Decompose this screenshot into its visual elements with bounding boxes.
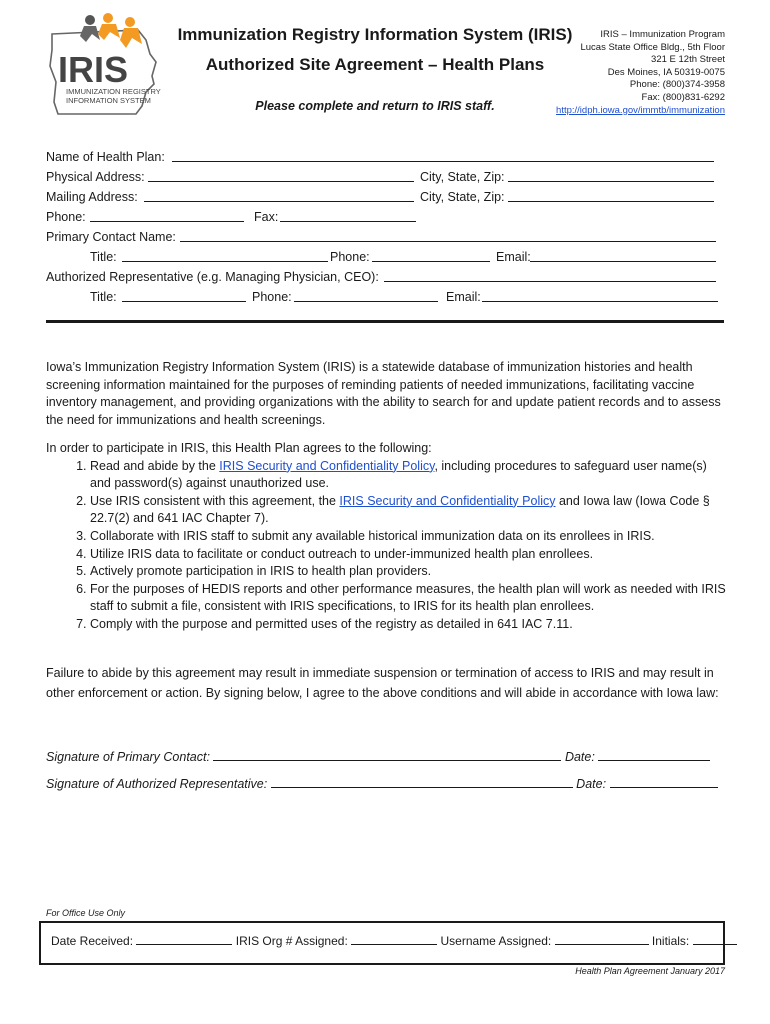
mailing-address-field[interactable] xyxy=(144,187,414,202)
authorized-signature-label: Signature of Authorized Representative: xyxy=(46,777,268,791)
org-assigned-label: IRIS Org # Assigned: xyxy=(235,934,348,948)
terms-lead-in: In order to participate in IRIS, this Health Plan agrees to the following: xyxy=(46,441,432,455)
mailing-address-label: Mailing Address: xyxy=(46,190,138,204)
primary-contact-label: Primary Contact Name: xyxy=(46,230,176,244)
authorized-signature-field[interactable] xyxy=(271,773,573,788)
form-instruction: Please complete and return to IRIS staff. xyxy=(255,99,495,113)
contact-phone: Phone: (800)374-3958 xyxy=(629,79,725,91)
health-plan-info-section xyxy=(46,147,726,307)
fax-field[interactable] xyxy=(280,207,416,222)
primary-contact-field[interactable] xyxy=(180,227,716,242)
contact-title-field[interactable] xyxy=(122,247,328,262)
contact-fax: Fax: (800)831-6292 xyxy=(641,91,725,103)
form-title: Immunization Registry Information System (IRIS) xyxy=(177,25,573,44)
intro-paragraph: Iowa’s Immunization Registry Information System (IRIS) is a statewide database of immunization histories and health screening information maintained for the purposes of reminding patients of needed immunizations, facilitating vaccine inventory management, and providing organizations with the ability to search for and update patient records and to assess the need for immunizations and health screenings. xyxy=(46,360,721,427)
rep-email-field[interactable] xyxy=(482,287,718,302)
contact-address-block xyxy=(495,29,725,117)
org-assigned-field[interactable] xyxy=(351,930,437,945)
term-item-6: 6. For the purposes of HEDIS reports and other performance measures, the health plan will work as needed with IRIS staff to submit a file, consistent with IRIS specifications, to IRIS for its health plan enrollees. xyxy=(90,581,726,616)
form-footer: Health Plan Agreement January 2017 xyxy=(575,966,725,976)
health-plan-name-label: Name of Health Plan: xyxy=(46,150,165,164)
rep-title-label: Title: xyxy=(90,290,117,304)
rep-phone-field[interactable] xyxy=(294,287,438,302)
contact-street: 321 E 12th Street xyxy=(651,54,725,66)
authorized-date-label: Date: xyxy=(576,777,607,791)
primary-signature-label: Signature of Primary Contact: xyxy=(46,750,210,764)
authorized-rep-label: Authorized Representative (e.g. Managing Physician, CEO): xyxy=(46,270,379,284)
contact-phone-label: Phone: xyxy=(330,250,370,264)
initials-label: Initials: xyxy=(651,934,690,948)
date-received-field[interactable] xyxy=(136,930,232,945)
physical-address-label: Physical Address: xyxy=(46,170,145,184)
term-item-2: 2. Use IRIS consistent with this agreement, the IRIS Security and Confidentiality Policy and Iowa law (Iowa Code § 22.7(2) and 641 IAC Chapter 7). xyxy=(90,493,726,528)
rep-phone-label: Phone: xyxy=(252,290,292,304)
contact-title-label: Title: xyxy=(90,250,117,264)
logo-tagline-1: IMMUNIZATION REGISTRY xyxy=(66,87,161,96)
mailing-city-state-zip-label: City, State, Zip: xyxy=(420,190,505,204)
authorized-rep-signature-row xyxy=(46,773,726,791)
username-assigned-label: Username Assigned: xyxy=(440,934,552,948)
phone-label: Phone: xyxy=(46,210,86,224)
term-item-1: 1. Read and abide by the IRIS Security and Confidentiality Policy, including procedures to safeguard user name(s) and password(s) against unauthorized use. xyxy=(90,458,726,493)
authorized-date-field[interactable] xyxy=(610,773,718,788)
term-item-3: 3. Collaborate with IRIS staff to submit any available historical immunization data on its enrollees in IRIS. xyxy=(90,528,726,546)
initials-field[interactable] xyxy=(693,930,737,945)
rep-email-label: Email: xyxy=(446,290,481,304)
program-website-link[interactable]: http://idph.iowa.gov/immtb/immunization xyxy=(556,104,725,116)
office-use-label: For Office Use Only xyxy=(46,908,126,918)
date-received-label: Date Received: xyxy=(51,934,134,948)
contact-city: Des Moines, IA 50319-0075 xyxy=(607,66,725,78)
contact-phone-field[interactable] xyxy=(372,247,490,262)
physical-address-field[interactable] xyxy=(148,167,414,182)
security-policy-link[interactable]: IRIS Security and Confidentiality Policy xyxy=(219,458,435,473)
fax-label: Fax: xyxy=(254,210,279,224)
section-divider xyxy=(46,320,724,323)
physical-city-state-zip-field[interactable] xyxy=(508,167,714,182)
username-assigned-field[interactable] xyxy=(555,930,649,945)
contact-program: IRIS – Immunization Program xyxy=(600,29,725,40)
iris-logo xyxy=(46,10,162,122)
term-item-7: 7. Comply with the purpose and permitted uses of the registry as detailed in 641 IAC 7.11. xyxy=(90,616,726,634)
logo-text: IRIS xyxy=(58,49,129,90)
health-plan-name-field[interactable] xyxy=(172,147,714,162)
rep-title-field[interactable] xyxy=(122,287,246,302)
primary-date-field[interactable] xyxy=(598,746,710,761)
terms-section xyxy=(46,440,726,634)
primary-date-label: Date: xyxy=(564,750,595,764)
primary-contact-signature-row xyxy=(46,746,726,764)
mailing-city-state-zip-field[interactable] xyxy=(508,187,714,202)
primary-signature-field[interactable] xyxy=(213,746,561,761)
logo-tagline-2: INFORMATION SYSTEM xyxy=(66,96,151,105)
form-subtitle: Authorized Site Agreement – Health Plans xyxy=(205,55,545,74)
term-item-4: 4. Utilize IRIS data to facilitate or conduct outreach to under-immunized health plan enrollees. xyxy=(90,546,726,564)
terms-list xyxy=(46,458,726,634)
authorized-rep-field[interactable] xyxy=(384,267,716,282)
security-policy-link[interactable]: IRIS Security and Confidentiality Policy xyxy=(339,493,556,508)
contact-email-field[interactable] xyxy=(530,247,716,262)
contact-email-label: Email: xyxy=(496,250,531,264)
contact-building: Lucas State Office Bldg., 5th Floor xyxy=(580,41,725,53)
term-item-5: 5. Actively promote participation in IRIS to health plan providers. xyxy=(90,563,726,581)
figures-icon xyxy=(80,13,142,48)
physical-city-state-zip-label: City, State, Zip: xyxy=(420,170,505,184)
phone-field[interactable] xyxy=(90,207,244,222)
office-use-box xyxy=(39,921,725,965)
closing-paragraph: Failure to abide by this agreement may result in immediate suspension or termination of access to IRIS and may result in other enforcement or action. By signing below, I agree to the above conditions and will abide in accordance with Iowa law: xyxy=(46,666,719,700)
